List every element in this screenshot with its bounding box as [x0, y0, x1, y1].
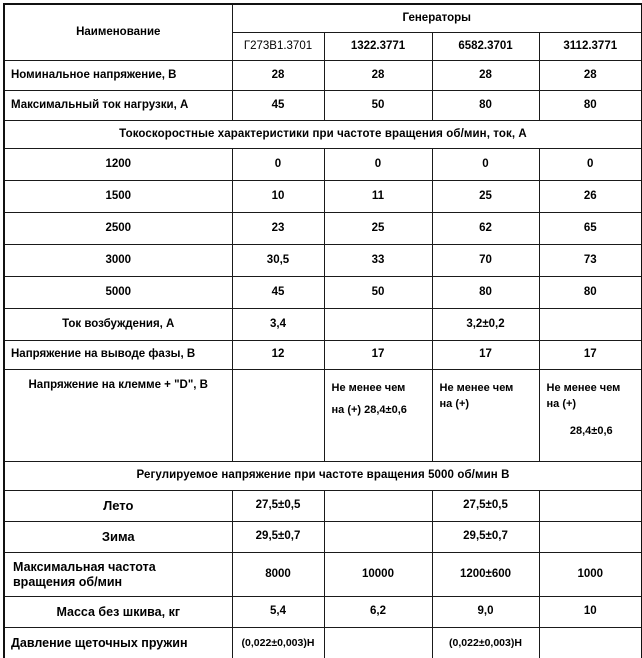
section-header-speed-current: Токоскоростные характеристики при частоте вращения об/мин, ток, А: [4, 121, 642, 149]
cell-brush-spring-pressure-2: [324, 628, 432, 658]
row-label-rpm-1500: 1500: [4, 181, 232, 213]
cell-summer-3: 27,5±0,5: [432, 491, 539, 522]
cell-mass-without-pulley-3: 9,0: [432, 597, 539, 628]
cell-excitation-current-2: [324, 309, 432, 341]
generator-specifications-table: [3, 3, 642, 658]
max-rotation-label-line1: Максимальная частота: [13, 559, 156, 574]
cell-rpm-1200-2: 0: [324, 149, 432, 181]
header-model-2: 1322.3771: [324, 33, 432, 61]
header-model-1: Г273В1.3701: [232, 33, 324, 61]
table-row-max-load-current: [4, 91, 642, 121]
cell-rpm-1500-4: 26: [539, 181, 642, 213]
header-model-3: 6582.3701: [432, 33, 539, 61]
cell-phase-terminal-voltage-3: 17: [432, 341, 539, 370]
row-label-rpm-5000: 5000: [4, 277, 232, 309]
cell-nominal-voltage-4: 28: [539, 61, 642, 91]
cell-winter-2: [324, 522, 432, 553]
cell-mass-without-pulley-2: 6,2: [324, 597, 432, 628]
table-row-mass-without-pulley: [4, 597, 642, 628]
header-generators-cell: Генераторы: [232, 4, 642, 33]
row-label-rpm-1200: 1200: [4, 149, 232, 181]
header-name-cell: Наименование: [4, 4, 232, 61]
cell-mass-without-pulley-1: 5,4: [232, 597, 324, 628]
cell-max-load-current-4: 80: [539, 91, 642, 121]
row-label-max-load-current: Максимальный ток нагрузки, А: [4, 91, 232, 121]
cell-rpm-5000-4: 80: [539, 277, 642, 309]
table-section-regulated-voltage: [4, 462, 642, 491]
row-label-rpm-3000: 3000: [4, 245, 232, 277]
cell-d-terminal-voltage-1: [232, 370, 324, 462]
table-row-d-terminal-voltage: [4, 370, 642, 462]
cell-brush-spring-pressure-4: [539, 628, 642, 658]
cell-rpm-2500-4: 65: [539, 213, 642, 245]
row-label-excitation-current: Ток возбуждения, А: [4, 309, 232, 341]
row-label-phase-terminal-voltage: Напряжение на выводе фазы, В: [4, 341, 232, 370]
cell-summer-2: [324, 491, 432, 522]
max-rotation-label-line2: вращения об/мин: [13, 574, 123, 589]
table-header-group-row: [4, 4, 642, 33]
d-voltage-4-line1: Не менее чем: [546, 382, 621, 394]
cell-summer-1: 27,5±0,5: [232, 491, 324, 522]
cell-winter-3: 29,5±0,7: [432, 522, 539, 553]
cell-winter-4: [539, 522, 642, 553]
header-model-4: 3112.3771: [539, 33, 642, 61]
cell-brush-spring-pressure-1: (0,022±0,003)Н: [232, 628, 324, 658]
table-section-speed-current: [4, 121, 642, 149]
row-label-summer: Лето: [4, 491, 232, 522]
cell-max-rotation-speed-3: 1200±600: [432, 553, 539, 597]
cell-rpm-5000-1: 45: [232, 277, 324, 309]
cell-mass-without-pulley-4: 10: [539, 597, 642, 628]
cell-excitation-current-1: 3,4: [232, 309, 324, 341]
table-row-rpm-1200: [4, 149, 642, 181]
cell-max-load-current-1: 45: [232, 91, 324, 121]
row-label-max-rotation-speed: [4, 553, 232, 597]
cell-excitation-current-4: [539, 309, 642, 341]
row-label-nominal-voltage: Номинальное напряжение, В: [4, 61, 232, 91]
table-row-rpm-5000: [4, 277, 642, 309]
d-voltage-2-line1: Не менее чем: [331, 382, 406, 394]
cell-rpm-3000-3: 70: [432, 245, 539, 277]
table-row-summer: [4, 491, 642, 522]
cell-nominal-voltage-2: 28: [324, 61, 432, 91]
cell-max-rotation-speed-4: 1000: [539, 553, 642, 597]
table-row-excitation-current: [4, 309, 642, 341]
cell-rpm-3000-4: 73: [539, 245, 642, 277]
row-label-rpm-2500: 2500: [4, 213, 232, 245]
d-voltage-3-line1: Не менее чем: [439, 382, 514, 394]
cell-max-load-current-3: 80: [432, 91, 539, 121]
cell-max-rotation-speed-1: 8000: [232, 553, 324, 597]
cell-d-terminal-voltage-2: [324, 370, 432, 462]
d-voltage-4-line2: на (+): [546, 397, 577, 410]
cell-d-terminal-voltage-4: [539, 370, 642, 462]
row-label-d-terminal-voltage: Напряжение на клемме + "D", В: [4, 370, 232, 462]
cell-winter-1: 29,5±0,7: [232, 522, 324, 553]
table-row-rpm-3000: [4, 245, 642, 277]
cell-rpm-2500-3: 62: [432, 213, 539, 245]
cell-rpm-1500-3: 25: [432, 181, 539, 213]
row-label-mass-without-pulley: Масса без шкива, кг: [4, 597, 232, 628]
cell-nominal-voltage-1: 28: [232, 61, 324, 91]
cell-nominal-voltage-3: 28: [432, 61, 539, 91]
table-row-nominal-voltage: [4, 61, 642, 91]
cell-d-terminal-voltage-3: [432, 370, 539, 462]
cell-max-rotation-speed-2: 10000: [324, 553, 432, 597]
cell-max-load-current-2: 50: [324, 91, 432, 121]
cell-rpm-5000-2: 50: [324, 277, 432, 309]
table-row-rpm-1500: [4, 181, 642, 213]
table-row-rpm-2500: [4, 213, 642, 245]
cell-summer-4: [539, 491, 642, 522]
cell-rpm-3000-2: 33: [324, 245, 432, 277]
table-row-phase-terminal-voltage: [4, 341, 642, 370]
cell-brush-spring-pressure-3: (0,022±0,003)Н: [432, 628, 539, 658]
row-label-brush-spring-pressure: Давление щеточных пружин: [4, 628, 232, 658]
d-voltage-3-line2: на (+): [439, 397, 470, 410]
cell-rpm-2500-1: 23: [232, 213, 324, 245]
table-row-max-rotation-speed: [4, 553, 642, 597]
section-header-regulated-voltage: Регулируемое напряжение при частоте вращения 5000 об/мин В: [4, 462, 642, 491]
cell-rpm-2500-2: 25: [324, 213, 432, 245]
d-voltage-2-line2: на (+) 28,4±0,6: [331, 403, 407, 416]
cell-rpm-1200-3: 0: [432, 149, 539, 181]
cell-rpm-5000-3: 80: [432, 277, 539, 309]
cell-phase-terminal-voltage-4: 17: [539, 341, 642, 370]
cell-rpm-1200-4: 0: [539, 149, 642, 181]
d-voltage-4-line3: 28,4±0,6: [569, 424, 613, 437]
cell-rpm-1500-2: 11: [324, 181, 432, 213]
cell-phase-terminal-voltage-2: 17: [324, 341, 432, 370]
table-row-winter: [4, 522, 642, 553]
row-label-winter: Зима: [4, 522, 232, 553]
cell-rpm-1200-1: 0: [232, 149, 324, 181]
cell-rpm-3000-1: 30,5: [232, 245, 324, 277]
cell-excitation-current-3: 3,2±0,2: [432, 309, 539, 341]
table-row-brush-spring-pressure: [4, 628, 642, 658]
cell-rpm-1500-1: 10: [232, 181, 324, 213]
cell-phase-terminal-voltage-1: 12: [232, 341, 324, 370]
